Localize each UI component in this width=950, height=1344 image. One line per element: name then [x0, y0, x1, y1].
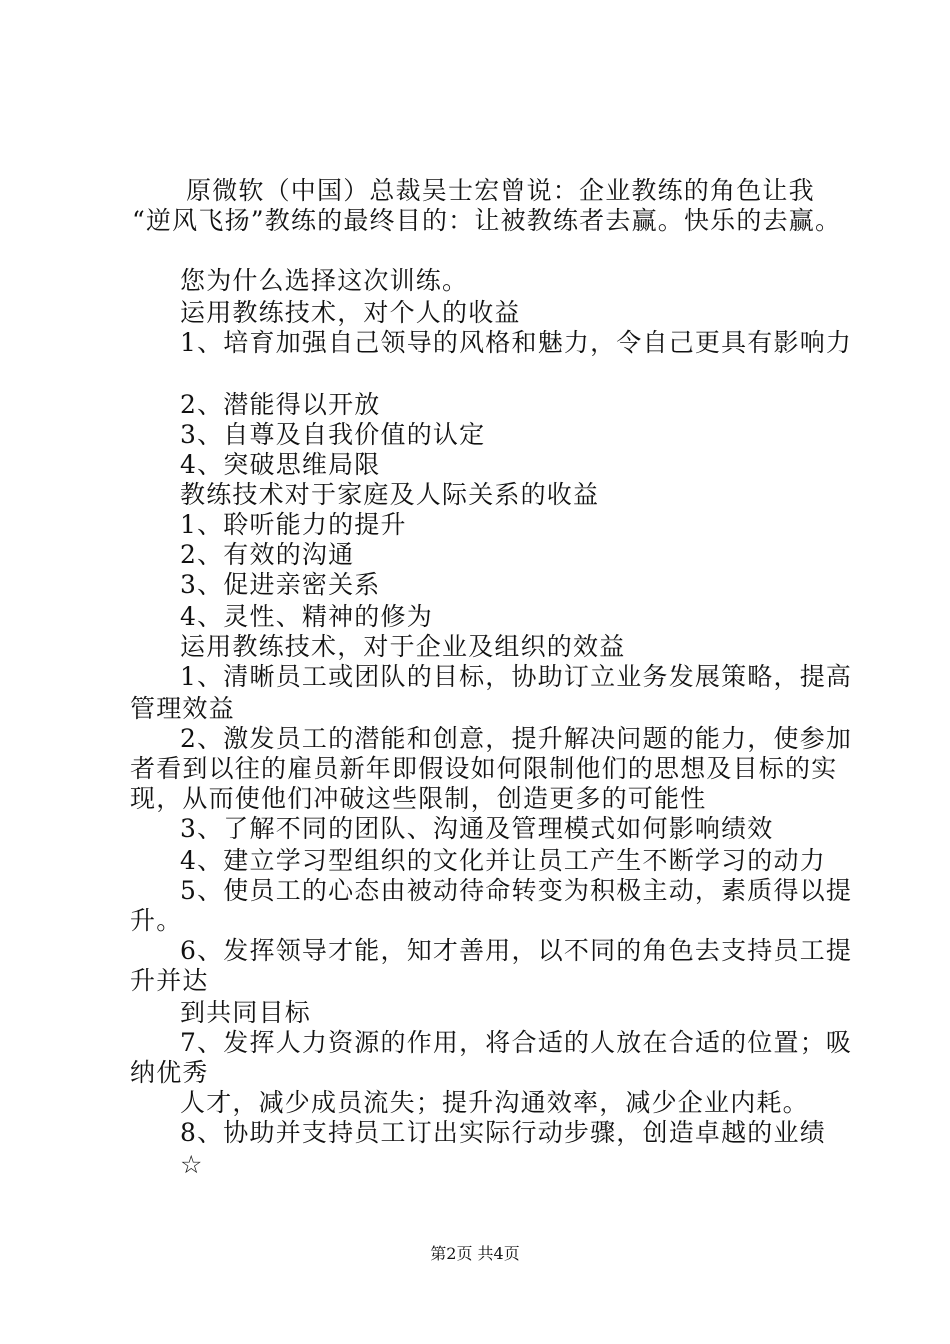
- list-item: 1、培育加强自己领导的风格和魅力，令自己更具有影响力: [180, 328, 853, 357]
- list-item-continuation: 纳优秀: [130, 1058, 209, 1087]
- list-item: 2、激发员工的潜能和创意，提升解决问题的能力，使参加: [180, 724, 853, 753]
- list-item: 7、发挥人力资源的作用，将合适的人放在合适的位置；吸: [180, 1028, 853, 1057]
- section-heading: 运用教练技术，对于企业及组织的效益: [180, 632, 626, 661]
- paragraph-line: 原微软（中国）总裁吴士宏曾说：企业教练的角色让我: [186, 176, 815, 205]
- page-number-footer: 第2页 共4页: [430, 1244, 520, 1263]
- list-item: 1、清晰员工或团队的目标，协助订立业务发展策略，提高: [180, 662, 853, 691]
- list-item-continuation: 到共同目标: [180, 998, 312, 1027]
- star-symbol: ☆: [180, 1150, 204, 1179]
- list-item: 6、发挥领导才能，知才善用，以不同的角色去支持员工提: [180, 936, 853, 965]
- list-item-continuation: 升并达: [130, 966, 209, 995]
- list-item: 2、潜能得以开放: [180, 390, 381, 419]
- section-heading: 教练技术对于家庭及人际关系的收益: [180, 480, 600, 509]
- list-item: 8、协助并支持员工订出实际行动步骤，创造卓越的业绩: [180, 1118, 826, 1147]
- list-item: 4、灵性、精神的修为: [180, 602, 433, 631]
- list-item-continuation: 人才，减少成员流失；提升沟通效率，减少企业内耗。: [180, 1088, 809, 1117]
- list-item-continuation: 管理效益: [130, 694, 235, 723]
- list-item-continuation: 者看到以往的雇员新年即假设如何限制他们的思想及目标的实: [130, 754, 838, 783]
- section-heading: 运用教练技术，对个人的收益: [180, 298, 521, 327]
- list-item-continuation: 现，从而使他们冲破这些限制，创造更多的可能性: [130, 784, 707, 813]
- list-item-continuation: 升。: [130, 906, 183, 935]
- list-item: 5、使员工的心态由被动待命转变为积极主动，素质得以提: [180, 876, 853, 905]
- paragraph-line: 您为什么选择这次训练。: [180, 266, 469, 295]
- list-item: 4、建立学习型组织的文化并让员工产生不断学习的动力: [180, 846, 826, 875]
- list-item: 1、聆听能力的提升: [180, 510, 407, 539]
- list-item: 3、了解不同的团队、沟通及管理模式如何影响绩效: [180, 814, 774, 843]
- list-item: 2、有效的沟通: [180, 540, 355, 569]
- list-item: 3、促进亲密关系: [180, 570, 381, 599]
- list-item: 3、自尊及自我价值的认定: [180, 420, 486, 449]
- paragraph-line: “逆风飞扬”教练的最终目的：让被教练者去赢。快乐的去赢。: [132, 206, 842, 235]
- list-item: 4、突破思维局限: [180, 450, 381, 479]
